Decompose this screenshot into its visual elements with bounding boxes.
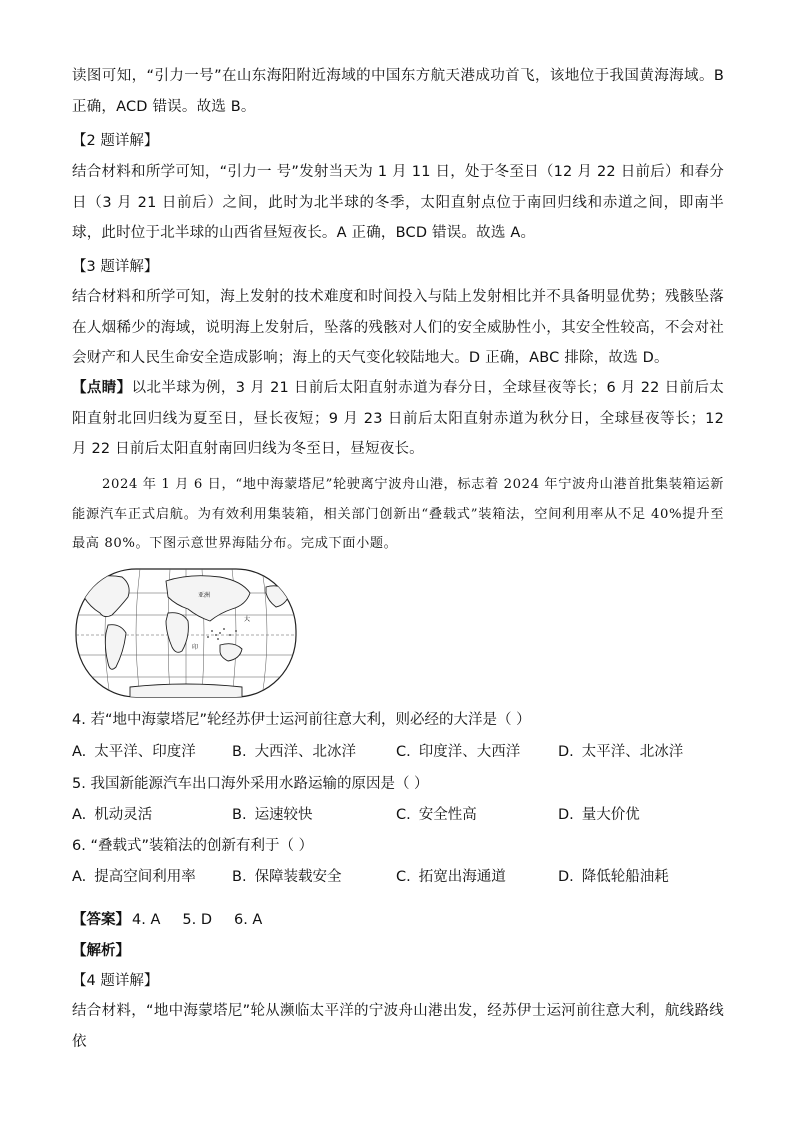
answer-line — [72, 910, 284, 930]
q4-heading: 【4 题详解】 — [72, 973, 159, 989]
question-4-stem: 4. 若“地中海蒙塔尼”轮经苏伊士运河前往意大利，则必经的大洋是（ ） — [72, 712, 531, 728]
map-label-pacific: 大 — [244, 616, 251, 623]
q2-explanation: 结合材料和所学可知，“引力一 号”发射当天为 1 月 11 日，处于冬至日（12 月 22 日前后）和春分日（3 月 21 日前后）之间，此时为北半球的冬季，太阳直射点位于南回归线和赤道之间，即南半球，此时位于北半球的山西省昼短夜长。A 正确，BCD 错误。故选 A。 — [72, 164, 724, 241]
answer-5: 5. D — [182, 912, 212, 928]
tip-label: 【点睛】 — [72, 380, 132, 396]
world-map-figure — [70, 563, 302, 703]
q4-option-a[interactable]: A. 太平洋、印度洋 — [72, 744, 196, 760]
q3-heading: 【3 题详解】 — [72, 259, 159, 275]
tip-text: 以北半球为例，3 月 21 日前后太阳直射赤道为春分日，全球昼夜等长；6 月 22 日前后太阳直射北回归线为夏至日，昼长夜短；9 月 23 日前后太阳直射赤道为秋分日，全球昼夜等长；12 月 22 日前后太阳直射南回归线为冬至日，昼短夜长。 — [72, 380, 724, 457]
q5-option-a[interactable]: A. 机动灵活 — [72, 807, 153, 823]
answer-label: 【答案】 — [72, 912, 130, 928]
q4-option-c[interactable]: C. 印度洋、大西洋 — [396, 744, 521, 760]
q6-option-d[interactable]: D. 降低轮船油耗 — [558, 869, 669, 885]
question-5-options — [72, 805, 752, 827]
q6-option-c[interactable]: C. 拓宽出海通道 — [396, 869, 506, 885]
question-6-stem: 6. “叠载式”装箱法的创新有利于（ ） — [72, 838, 314, 854]
map-label-asia: 亚洲 — [198, 592, 211, 599]
q6-option-a[interactable]: A. 提高空间利用率 — [72, 869, 196, 885]
q4-explanation: 结合材料，“地中海蒙塔尼”轮从濒临太平洋的宁波舟山港出发，经苏伊士运河前往意大利，航线路线依 — [72, 1003, 724, 1050]
q3-explanation: 结合材料和所学可知，海上发射的技术难度和时间投入与陆上发射相比并不具备明显优势；残骸坠落在人烟稀少的海域，说明海上发射后，坠落的残骸对人们的安全威胁性小，其安全性较高，不会对社会财产和人民生命安全造成影响；海上的天气变化较陆地大。D 正确，ABC 排除，故选 D。 — [72, 289, 724, 366]
map-label-indian: 印 — [192, 644, 199, 651]
question-4-options — [72, 742, 752, 764]
q6-option-b[interactable]: B. 保障装载安全 — [232, 869, 342, 885]
q2-heading: 【2 题详解】 — [72, 133, 159, 149]
q5-option-d[interactable]: D. 量大价优 — [558, 807, 640, 823]
q4-option-b[interactable]: B. 大西洋、北冰洋 — [232, 744, 357, 760]
answer-4: 4. A — [132, 912, 161, 928]
answer-6: 6. A — [233, 912, 263, 928]
q1-explanation-end: 读图可知，“引力一号”在山东海阳附近海域的中国东方航天港成功首飞，该地位于我国黄海海域。B正确，ACD 错误。故选 B。 — [72, 68, 724, 115]
q5-option-c[interactable]: C. 安全性高 — [396, 807, 477, 823]
q4-option-d[interactable]: D. 太平洋、北冰洋 — [558, 744, 684, 760]
question-5-stem: 5. 我国新能源汽车出口海外采用水路运输的原因是（ ） — [72, 776, 429, 792]
question-6-options — [72, 867, 752, 889]
antarctica-shape — [130, 684, 242, 703]
material-paragraph: 2024 年 1 月 6 日，“地中海蒙塔尼”轮驶离宁波舟山港，标志着 2024 年宁波舟山港首批集装箱运新能源汽车正式启航。为有效利用集装箱，相关部门创新出“叠载式”装箱法，空间利用率从不足 40%提升至最高 80%。下图示意世界海陆分布。完成下面小题。 — [72, 477, 724, 551]
tip-paragraph — [72, 373, 724, 465]
q5-option-b[interactable]: B. 运速较快 — [232, 807, 313, 823]
analysis-heading: 【解析】 — [72, 943, 130, 959]
